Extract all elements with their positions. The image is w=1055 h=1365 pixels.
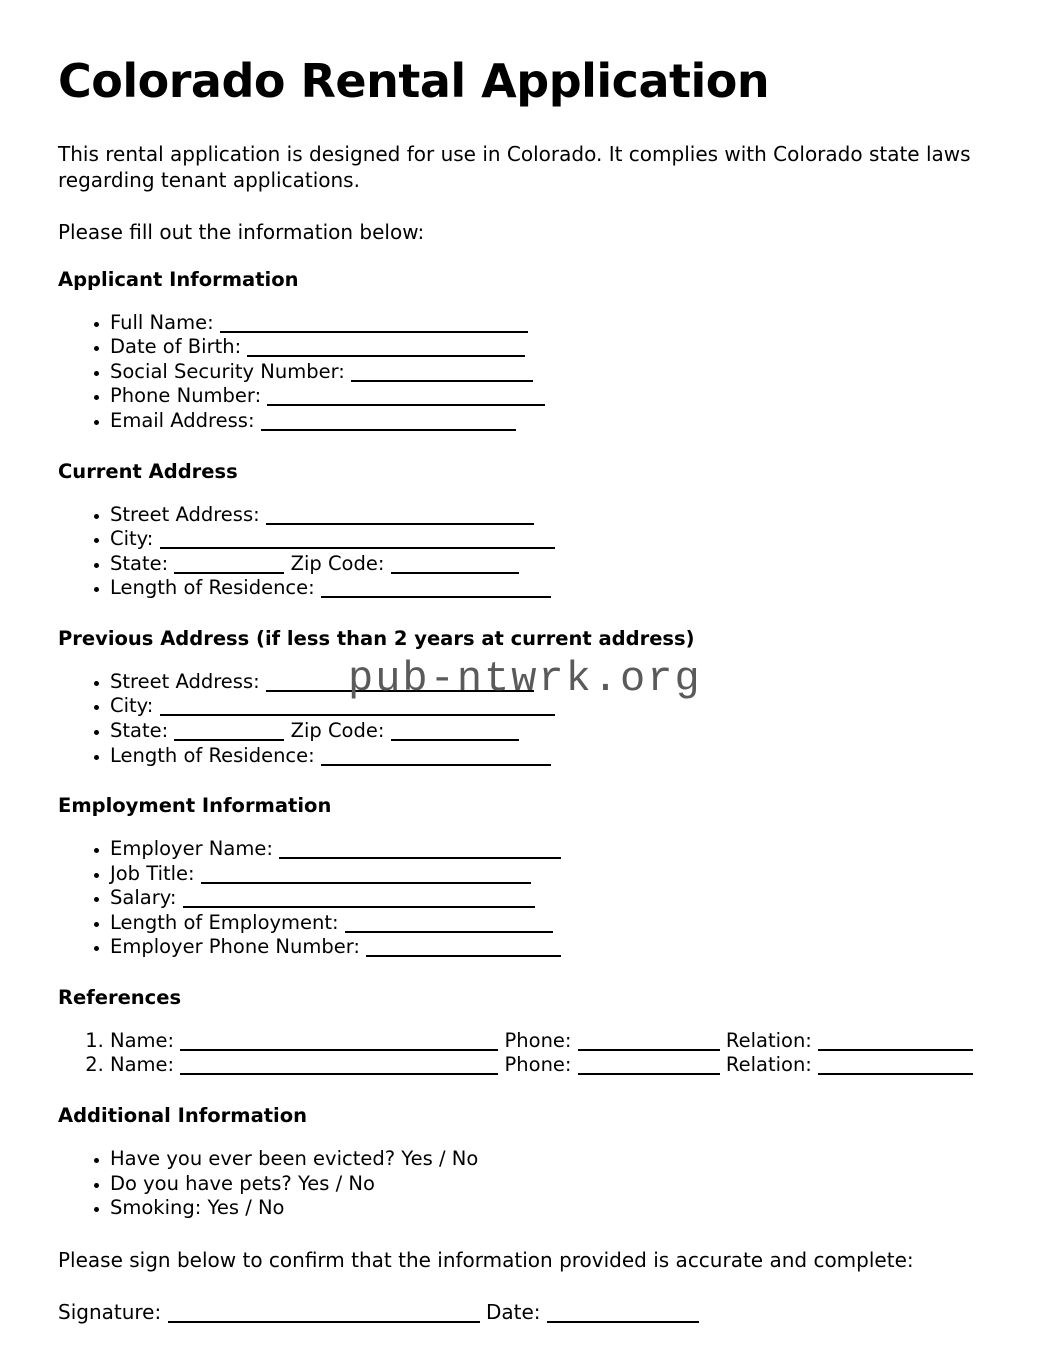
reference-name-blank[interactable]	[180, 1049, 498, 1051]
field-current-length-of-residence	[110, 576, 997, 601]
list-item: • Have you ever been evicted? Yes / No	[110, 1147, 997, 1172]
reference-name-label: Name:	[110, 1053, 175, 1077]
employment-field-list	[58, 837, 997, 960]
section-heading-references: References	[58, 985, 182, 1009]
field-email-address	[110, 409, 997, 434]
field-label: Length of Residence:	[110, 743, 315, 767]
date-label: Date:	[485, 1300, 541, 1325]
reference-relation-label: Relation:	[725, 1028, 812, 1052]
field-previous-city	[110, 694, 997, 719]
field-blank[interactable]	[220, 331, 528, 333]
field-blank[interactable]	[174, 572, 284, 574]
field-blank[interactable]	[183, 906, 535, 908]
field-label: Street Address:	[110, 502, 260, 526]
signature-row	[58, 1299, 997, 1325]
field-employer-name	[110, 837, 997, 862]
signature-label: Signature:	[58, 1300, 162, 1325]
field-blank[interactable]	[160, 547, 555, 549]
field-label: State:	[110, 551, 169, 575]
field-current-city	[110, 527, 997, 552]
reference-phone-label: Phone:	[504, 1053, 572, 1077]
additional-information-list	[58, 1147, 997, 1221]
field-blank[interactable]	[201, 882, 531, 884]
field-current-state-zip	[110, 552, 997, 577]
page-title: Colorado Rental Application	[58, 54, 770, 108]
field-label: Length of Employment:	[110, 910, 339, 934]
field-label: Length of Residence:	[110, 576, 315, 600]
reference-relation-blank[interactable]	[818, 1049, 973, 1051]
field-salary	[110, 886, 997, 911]
date-blank[interactable]	[547, 1321, 699, 1323]
field-label: Employer Name:	[110, 837, 273, 861]
previous-address-field-list	[58, 670, 997, 768]
section-heading-additional-information: Additional Information	[58, 1104, 308, 1128]
references-list	[58, 1029, 997, 1078]
field-label: City:	[110, 527, 154, 551]
reference-relation-blank[interactable]	[818, 1073, 973, 1075]
watermark: pub-ntwrk.org	[348, 655, 702, 703]
field-social-security-number	[110, 360, 997, 385]
field-label: Social Security Number:	[110, 359, 345, 383]
section-heading-current-address: Current Address	[58, 459, 238, 483]
field-previous-length-of-residence	[110, 744, 997, 769]
field-job-title	[110, 862, 997, 887]
field-previous-state-zip	[110, 719, 997, 744]
reference-row	[110, 1053, 997, 1078]
field-label: Date of Birth:	[110, 335, 242, 359]
field-previous-street-address	[110, 670, 997, 695]
intro-paragraph: This rental application is designed for use in Colorado. It complies with Colorado state laws regarding tenant applications.	[58, 141, 971, 192]
field-blank[interactable]	[266, 690, 534, 692]
field-blank[interactable]	[261, 429, 516, 431]
field-blank[interactable]	[345, 931, 553, 933]
instruction-paragraph: Please fill out the information below:	[58, 220, 425, 245]
reference-row	[110, 1029, 997, 1054]
field-label: State:	[110, 718, 169, 742]
reference-relation-label: Relation:	[725, 1053, 812, 1077]
field-blank[interactable]	[366, 955, 561, 957]
field-label: Salary:	[110, 886, 177, 910]
reference-phone-label: Phone:	[504, 1028, 572, 1052]
section-heading-employment-information: Employment Information	[58, 794, 332, 818]
field-blank[interactable]	[321, 596, 551, 598]
field-current-street-address	[110, 503, 997, 528]
field-employer-phone-number	[110, 935, 997, 960]
field-blank-secondary[interactable]	[391, 739, 519, 741]
field-blank[interactable]	[174, 739, 284, 741]
field-full-name	[110, 311, 997, 336]
closing-paragraph: Please sign below to confirm that the information provided is accurate and complete:	[58, 1247, 914, 1272]
field-blank[interactable]	[279, 857, 561, 859]
field-blank[interactable]	[247, 355, 525, 357]
field-blank[interactable]	[351, 380, 533, 382]
field-blank-secondary[interactable]	[391, 572, 519, 574]
reference-phone-blank[interactable]	[578, 1073, 720, 1075]
current-address-field-list	[58, 503, 997, 601]
field-blank[interactable]	[160, 714, 555, 716]
field-label: Full Name:	[110, 310, 214, 334]
reference-phone-blank[interactable]	[578, 1049, 720, 1051]
field-date-of-birth	[110, 335, 997, 360]
list-item: • Do you have pets? Yes / No	[110, 1172, 997, 1197]
applicant-field-list	[58, 311, 997, 434]
field-label-secondary: Zip Code:	[290, 718, 385, 742]
field-length-of-employment	[110, 911, 997, 936]
section-heading-applicant-information: Applicant Information	[58, 267, 299, 291]
section-heading-previous-address: Previous Address (if less than 2 years at current address)	[58, 626, 695, 650]
reference-name-label: Name:	[110, 1028, 175, 1052]
field-phone-number	[110, 384, 997, 409]
field-label: Employer Phone Number:	[110, 935, 360, 959]
field-blank[interactable]	[266, 523, 534, 525]
signature-blank[interactable]	[168, 1321, 480, 1323]
reference-name-blank[interactable]	[180, 1073, 498, 1075]
field-label: Phone Number:	[110, 384, 262, 408]
field-label-secondary: Zip Code:	[290, 551, 385, 575]
list-item: • Smoking: Yes / No	[110, 1196, 997, 1221]
field-label: Street Address:	[110, 669, 260, 693]
field-blank[interactable]	[267, 404, 545, 406]
field-label: Job Title:	[110, 861, 195, 885]
field-blank[interactable]	[321, 764, 551, 766]
field-label: Email Address:	[110, 409, 255, 433]
field-label: City:	[110, 694, 154, 718]
